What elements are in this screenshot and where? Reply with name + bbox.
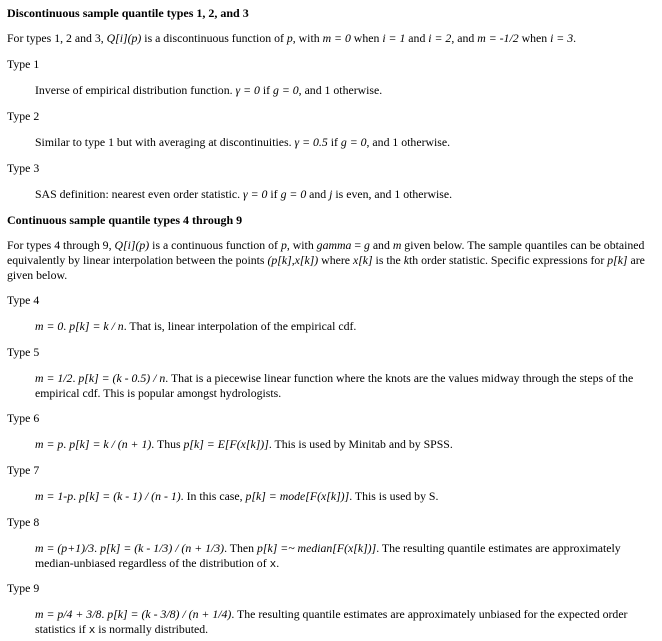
type-5-description: m = 1/2. p[k] = (k - 0.5) / n. That is a piecewise linear function where the knots are the values midway through the steps of the empirical cdf. This is popular amongst hydrologists.: [35, 371, 634, 400]
section2-intro: For types 4 through 9, Q[i](p) is a continuous function of p, with gamma = g and m given below. The sample quantiles can be obtained equivalently by linear interpolation between the points (p[k],x[k]) where x[k] is the kth order statistic. Specific expressions for p[k] are given below.: [7, 238, 645, 282]
section1-intro: For types 1, 2 and 3, Q[i](p) is a discontinuous function of p, with m = 0 when i = 1 and i = 2, and m = -1/2 when i = 3.: [7, 31, 577, 45]
type-6-description: m = p. p[k] = k / (n + 1). Thus p[k] = E[F(x[k])]. This is used by Minitab and by SPSS.: [35, 437, 453, 451]
type-2-label: Type 2: [7, 109, 40, 123]
type-8-label: Type 8: [7, 515, 40, 529]
type-8-description: m = (p+1)/3. p[k] = (k - 1/3) / (n + 1/3). Then p[k] =~ median[F(x[k])]. The resulting quantile estimates are approximately median-unbiased regardless of the distribution of x.: [35, 541, 621, 571]
type-3-label: Type 3: [7, 161, 40, 175]
type-2-description: Similar to type 1 but with averaging at discontinuities. γ = 0.5 if g = 0, and 1 otherwise.: [35, 135, 451, 149]
type-9-description: m = p/4 + 3/8. p[k] = (k - 3/8) / (n + 1/4). The resulting quantile estimates are approximately unbiased for the expected order statistics if x is normally distributed.: [35, 607, 628, 637]
type-1-description: Inverse of empirical distribution function. γ = 0 if g = 0, and 1 otherwise.: [35, 83, 383, 97]
type-3-description: SAS definition: nearest even order statistic. γ = 0 if g = 0 and j is even, and 1 otherwise.: [35, 187, 453, 201]
type-6-label: Type 6: [7, 411, 40, 425]
type-4-label: Type 4: [7, 293, 40, 307]
type-1-label: Type 1: [7, 57, 40, 71]
type-4-description: m = 0. p[k] = k / n. That is, linear interpolation of the empirical cdf.: [35, 319, 357, 333]
section-heading-continuous: Continuous sample quantile types 4 through 9: [7, 213, 243, 227]
type-7-description: m = 1-p. p[k] = (k - 1) / (n - 1). In this case, p[k] = mode[F(x[k])]. This is used by S.: [35, 489, 439, 503]
type-5-label: Type 5: [7, 345, 40, 359]
section-heading-discontinuous: Discontinuous sample quantile types 1, 2, and 3: [7, 6, 249, 20]
type-9-label: Type 9: [7, 581, 40, 595]
type-7-label: Type 7: [7, 463, 40, 477]
